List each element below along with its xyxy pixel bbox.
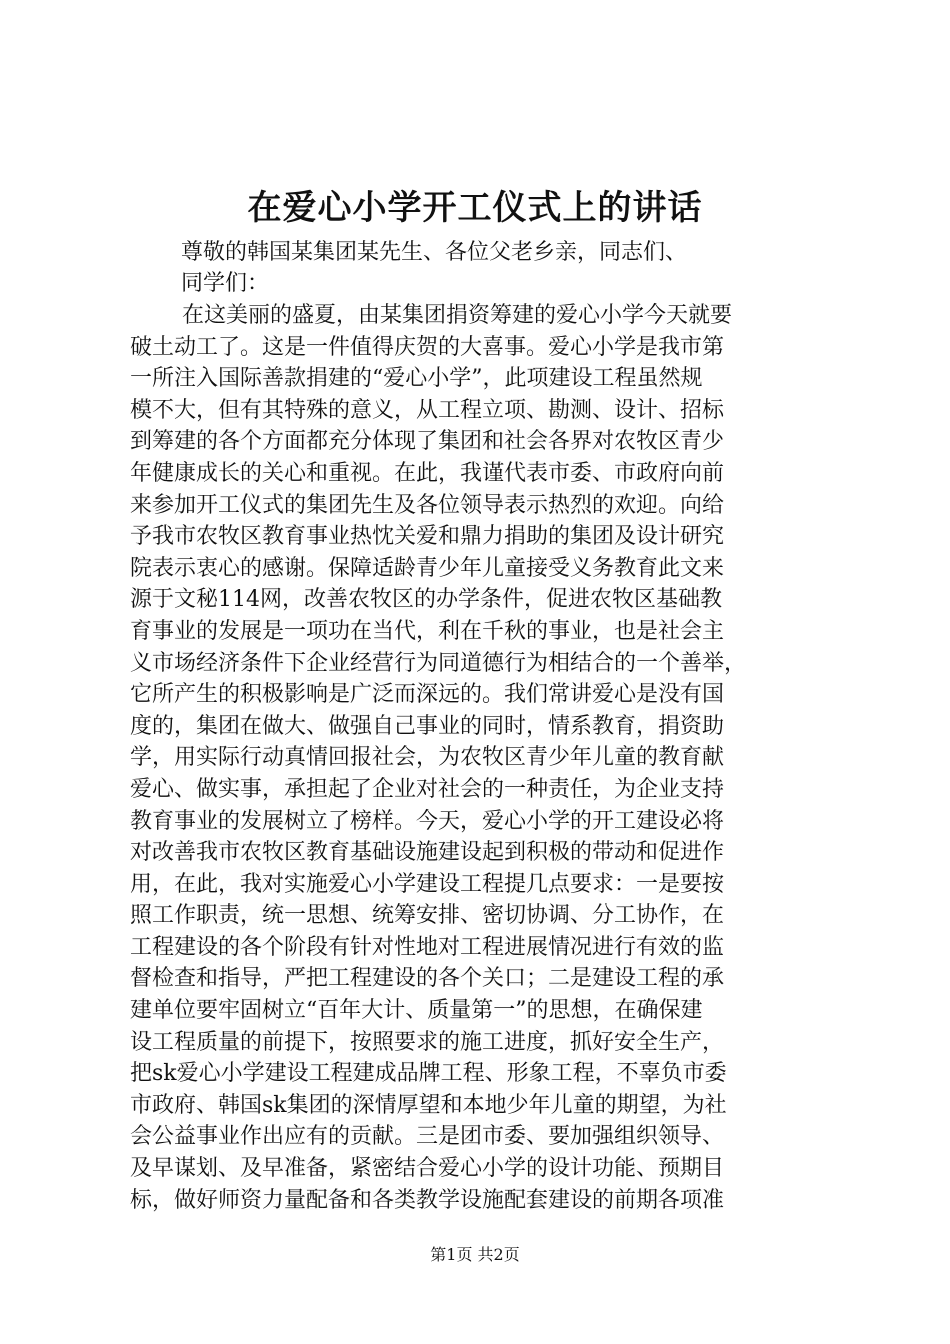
document-title: 在爱心小学开工仪式上的讲话 xyxy=(247,188,703,228)
body-line: 督检查和指导，严把工程建设的各个关口；二是建设工程的承 xyxy=(130,966,725,992)
body-line: 会公益事业作出应有的贡献。三是团市委、要加强组织领导、 xyxy=(130,1124,725,1150)
body-line: 建单位要牢固树立“百年大计、质量第一”的思想，在确保建 xyxy=(130,998,703,1024)
salutation-line: 尊敬的韩国某集团某先生、各位父老乡亲，同志们、 xyxy=(181,240,688,265)
body-line: 它所产生的积极影响是广泛而深远的。我们常讲爱心是没有国 xyxy=(130,682,725,708)
body-line: 源于文秘114网，改善农牧区的办学条件，促进农牧区基础教 xyxy=(130,587,722,613)
body-line: 把sk爱心小学建设工程建成品牌工程、形象工程，不辜负市委 xyxy=(130,1061,727,1087)
body-line: 模不大，但有其特殊的意义，从工程立项、勘测、设计、招标 xyxy=(130,397,725,423)
body-line: 义市场经济条件下企业经营行为同道德行为相结合的一个善举， xyxy=(130,650,747,676)
body-line: 一所注入国际善款捐建的“爱心小学”，此项建设工程虽然规 xyxy=(130,366,703,392)
body-line: 予我市农牧区教育事业热忱关爱和鼎力捐助的集团及设计研究 xyxy=(130,524,725,550)
body-line: 到筹建的各个方面都充分体现了集团和社会各界对农牧区青少 xyxy=(130,429,725,455)
body-line: 用，在此，我对实施爱心小学建设工程提几点要求：一是要按 xyxy=(130,871,725,897)
body-line: 市政府、韩国sk集团的深情厚望和本地少年儿童的期望，为社 xyxy=(130,1092,727,1118)
salutation-line: 同学们： xyxy=(181,271,270,296)
body-line: 照工作职责，统一思想、统筹安排、密切协调、分工协作，在 xyxy=(130,903,725,929)
body-line: 破土动工了。这是一件值得庆贺的大喜事。爱心小学是我市第 xyxy=(130,334,725,360)
body-line: 爱心、做实事，承担起了企业对社会的一种责任，为企业支持 xyxy=(130,776,725,802)
body-line: 设工程质量的前提下，按照要求的施工进度，抓好安全生产， xyxy=(130,1029,725,1055)
body-line: 工程建设的各个阶段有针对性地对工程进展情况进行有效的监 xyxy=(130,934,725,960)
body-line: 学，用实际行动真情回报社会，为农牧区青少年儿童的教育献 xyxy=(130,745,725,771)
body-line: 在这美丽的盛夏，由某集团捐资筹建的爱心小学今天就要 xyxy=(182,303,733,328)
body-line: 对改善我市农牧区教育基础设施建设起到积极的带动和促进作 xyxy=(130,840,725,866)
body-line: 教育事业的发展树立了榜样。今天，爱心小学的开工建设必将 xyxy=(130,808,725,834)
body-line: 年健康成长的关心和重视。在此，我谨代表市委、市政府向前 xyxy=(130,460,725,486)
speech-body xyxy=(130,300,845,1216)
body-line: 来参加开工仪式的集团先生及各位领导表示热烈的欢迎。向给 xyxy=(130,492,725,518)
salutation xyxy=(181,237,881,299)
body-line: 标，做好师资力量配备和各类教学设施配套建设的前期各项准 xyxy=(130,1187,725,1213)
body-line: 院表示衷心的感谢。保障适龄青少年儿童接受义务教育此文来 xyxy=(130,555,725,581)
body-line: 育事业的发展是一项功在当代，利在千秋的事业，也是社会主 xyxy=(130,618,725,644)
page-footer: 第1页 共2页 xyxy=(430,1245,520,1264)
body-line: 及早谋划、及早准备，紧密结合爱心小学的设计功能、预期目 xyxy=(130,1156,725,1182)
body-line: 度的，集团在做大、做强自己事业的同时，情系教育，捐资助 xyxy=(130,713,725,739)
